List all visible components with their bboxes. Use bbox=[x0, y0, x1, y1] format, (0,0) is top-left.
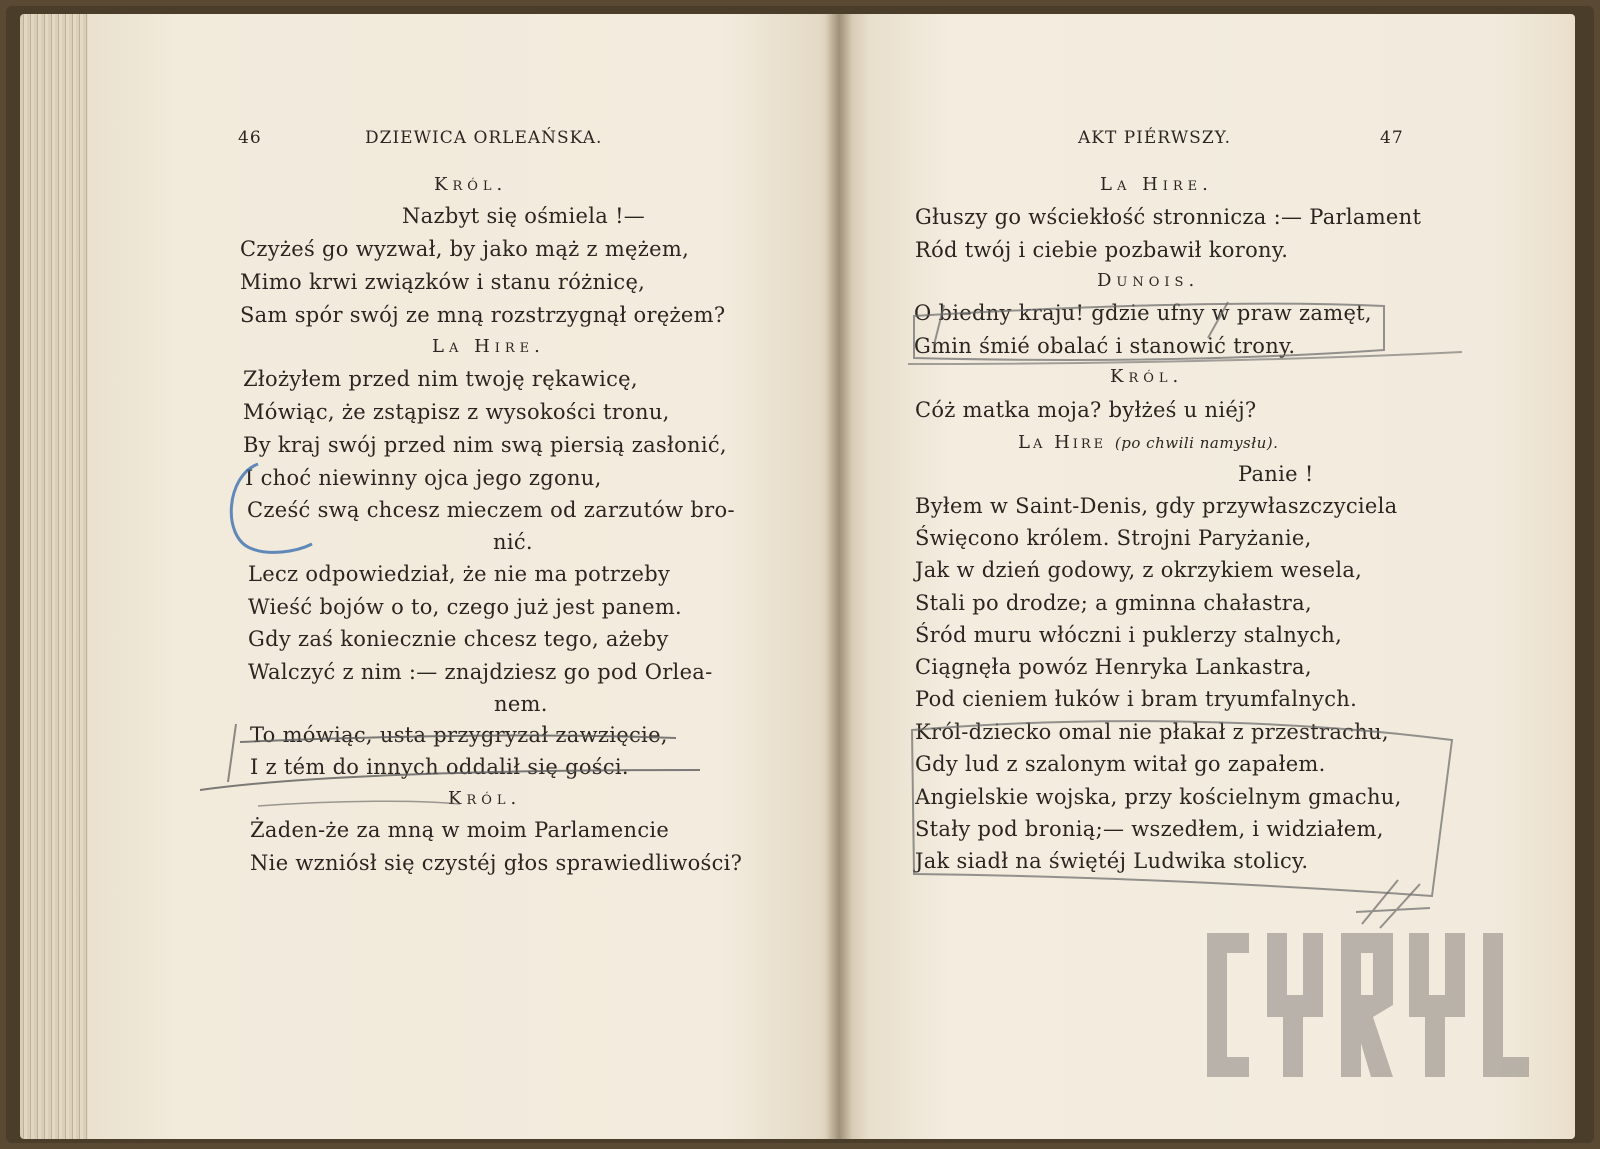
speaker-heading: La Hire. bbox=[432, 336, 545, 357]
verse-line: Angielskie wojska, przy kościelnym gmachu, bbox=[915, 785, 1402, 809]
verse-line: Lecz odpowiedział, że nie ma potrzeby bbox=[248, 562, 671, 586]
verse-line: Mimo krwi związków i stanu różnicę, bbox=[240, 270, 646, 294]
right-page-number: 47 bbox=[1380, 128, 1404, 148]
speaker-heading: Król. bbox=[1110, 366, 1184, 387]
verse-line: Ród twój i ciebie pozbawił korony. bbox=[915, 238, 1289, 262]
verse-line: Gmin śmié obalać i stanowić trony. bbox=[914, 334, 1296, 358]
verse-line: Stali po drodze; a gminna chałastra, bbox=[915, 591, 1312, 615]
verse-line: Głuszy go wściekłość stronnicza :— Parlament bbox=[915, 205, 1422, 229]
verse-line: Złożyłem przed nim twoję rękawicę, bbox=[243, 367, 638, 391]
left-page-number: 46 bbox=[238, 128, 262, 148]
book-gutter bbox=[826, 14, 852, 1139]
verse-line: Nie wzniósł się czystéj głos sprawiedliwości? bbox=[250, 851, 743, 875]
speaker-heading: Król. bbox=[448, 788, 522, 809]
verse-line-crossed: I z tém do innych oddalił się gości. bbox=[250, 755, 629, 779]
verse-line: Ciągnęła powóz Henryka Lankastra, bbox=[915, 655, 1312, 679]
watermark-logo bbox=[1203, 925, 1533, 1085]
verse-line: Sam spór swój ze mną rozstrzygnął orężem? bbox=[240, 303, 726, 327]
left-running-head: DZIEWICA ORLEAŃSKA. bbox=[365, 128, 603, 148]
verse-line: Wieść bojów o to, czego już jest panem. bbox=[248, 595, 683, 619]
verse-line: Walczyć z nim :— znajdziesz go pod Orlea- bbox=[248, 660, 713, 684]
verse-line: Pod cieniem łuków i bram tryumfalnych. bbox=[915, 687, 1358, 711]
verse-line: Panie ! bbox=[1238, 462, 1314, 486]
verse-line: Jak siadł na świętéj Ludwika stolicy. bbox=[915, 849, 1309, 873]
verse-line: By kraj swój przed nim swą piersią zasłonić, bbox=[243, 433, 727, 457]
verse-line: Czyżeś go wyzwał, by jako mąż z mężem, bbox=[240, 237, 690, 261]
verse-line: Święcono królem. Strojni Paryżanie, bbox=[915, 526, 1312, 550]
speaker-heading bbox=[1018, 432, 1278, 453]
verse-line: I choć niewinny ojca jego zgonu, bbox=[245, 466, 602, 490]
page-edges bbox=[20, 14, 88, 1139]
right-running-head: AKT PIÉRWSZY. bbox=[1078, 128, 1232, 148]
speaker-heading: La Hire. bbox=[1100, 174, 1213, 195]
verse-line: Cóż matka moja? byłżeś u niéj? bbox=[915, 398, 1257, 422]
verse-line: O biedny kraju! gdzie ufny w praw zamęt, bbox=[914, 301, 1372, 325]
verse-line: Żaden-że za mną w moim Parlamencie bbox=[250, 818, 670, 842]
verse-line: Śród muru włóczni i puklerzy stalnych, bbox=[915, 623, 1343, 647]
verse-line: Byłem w Saint-Denis, gdy przywłaszczyciela bbox=[915, 494, 1398, 518]
speaker-heading: Król. bbox=[434, 174, 508, 195]
stage-direction: (po chwili namysłu). bbox=[1114, 434, 1279, 452]
verse-line: Cześć swą chcesz mieczem od zarzutów bro- bbox=[247, 498, 735, 522]
verse-line: Gdy zaś koniecznie chcesz tego, ażeby bbox=[248, 627, 669, 651]
verse-line: Mówiąc, że zstąpisz z wysokości tronu, bbox=[243, 400, 670, 424]
speaker-name: La Hire bbox=[1018, 432, 1107, 453]
verse-line: nić. bbox=[493, 530, 533, 554]
verse-line: Stały pod bronią;— wszedłem, i widziałem, bbox=[915, 817, 1384, 841]
speaker-heading: Dunois. bbox=[1097, 270, 1200, 291]
verse-line: Król-dziecko omal nie płakał z przestrachu, bbox=[915, 720, 1389, 744]
verse-line-crossed: To mówiąc, usta przygryzał zawzięcie, bbox=[250, 723, 668, 747]
verse-line: nem. bbox=[494, 692, 548, 716]
verse-line: Jak w dzień godowy, z okrzykiem wesela, bbox=[915, 558, 1363, 582]
verse-line: Gdy lud z szalonym witał go zapałem. bbox=[915, 752, 1326, 776]
verse-line: Nazbyt się ośmiela !— bbox=[402, 204, 646, 228]
